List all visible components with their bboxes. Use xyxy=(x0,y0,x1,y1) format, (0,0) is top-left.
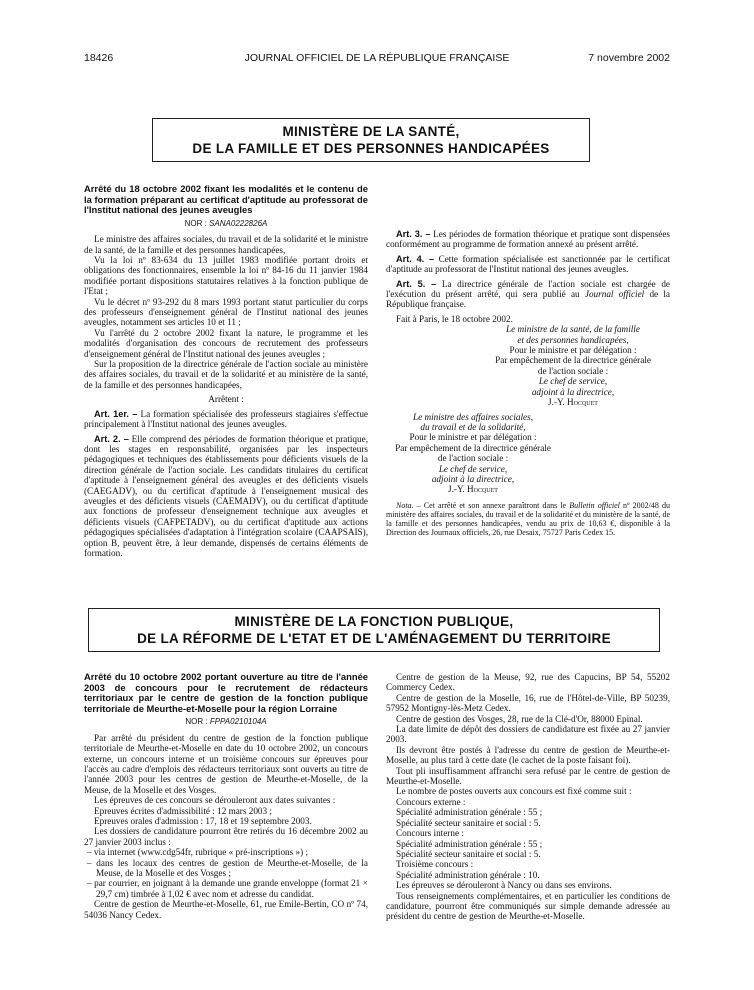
paragraph: Les dossiers de candidature pourront être retirés du 16 décembre 2002 au 27 janvier 2003 inclus : xyxy=(84,826,368,847)
article-2-right-column xyxy=(386,672,670,922)
signature-block-social-affairs: Le ministre des affaires sociales, du travail et de la solidarité, Pour le ministre et par délégation : Par empêchement de la directrice générale de l'action sociale : Le chef de service, adjoint à la directrice, J.-Y. Hocquet xyxy=(395,411,551,495)
nor-reference: NOR : SANA0222826A xyxy=(184,218,268,228)
signature-block-health: Le ministre de la santé, de la famille et des personnes handicapées, Pour le ministre et par délégation : Par empêchement de la directrice générale de l'action sociale : Le chef de service, adjoint à la directrice, J.-Y. Hocquet xyxy=(495,324,651,408)
article-1-right-column xyxy=(386,184,670,538)
signing-place-date: Fait à Paris, le 18 octobre 2002. xyxy=(396,313,513,324)
ministry-heading-civil-service xyxy=(88,608,660,652)
article-5: Art. 5. – La directrice générale de l'action sociale est chargée de l'exécution du présent arrêté, qui sera publié au Journal officiel de la République française. xyxy=(386,278,671,310)
withdrawal-methods-list xyxy=(84,847,368,899)
paragraph: Concours interne : xyxy=(396,828,464,839)
decree-title: Arrêté du 18 octobre 2002 fixant les modalités et le contenu de la formation préparant au certificat d'aptitude au professorat de l'Institut national des jeunes aveugles xyxy=(84,183,368,216)
paragraph: Centre de gestion de la Meuse, 92, rue des Capucins, BP 54, 55202 Commercy Cedex. xyxy=(386,672,670,693)
paragraph: Vu la loi nº 83-634 du 13 juillet 1983 modifiée portant droits et obligations des fonctionnaires, ensemble la loi nº 84-16 du 11 janvier 1984 modifiée portant dispositions statutaires relatives à la fonction publique de l'Etat ; xyxy=(84,255,368,297)
paragraph: Ils devront être postés à l'adresse du centre de gestion de Meurthe-et-Moselle, au plus tard à cette date (le cachet de la poste faisant foi). xyxy=(386,744,670,766)
article-2-left-column xyxy=(84,672,368,920)
paragraph: Les épreuves se dérouleront à Nancy ou dans ses environs. xyxy=(396,880,612,891)
paragraph: Tous renseignements complémentaires, et en particulier les conditions de candidature, pourront être communiqués sur simple demande adressée au président du centre de gestion de Meurthe-et-Moselle. xyxy=(386,890,670,922)
ministry-line-2: DE LA RÉFORME DE L'ETAT ET DE L'AMÉNAGEMENT DU TERRITOIRE xyxy=(137,631,611,646)
paragraph: Vu l'arrêté du 2 octobre 2002 fixant la nature, le programme et les modalités d'organisation des concours de recrutement des professeurs d'enseignement général de l'Institut national des jeunes aveugles ; xyxy=(84,327,368,359)
page-number: 18426 xyxy=(84,52,114,64)
arretent-heading: Arrêtent : xyxy=(208,394,244,405)
paragraph: Par arrêté du président du centre de gestion de la fonction publique territoriale de Meurthe-et-Moselle en date du 10 octobre 2002, un concours externe, un concours interne et un troisième concours sur épreuves pour l'accès au cadre d'emplois des rédacteurs territoriaux sont ouverts au titre de l'année 2003 pour les centres de gestion de Meurthe-et-Moselle, de la Meuse, de la Moselle et des Vosges. xyxy=(84,732,368,795)
paragraph: Spécialité secteur sanitaire et social : 5. xyxy=(396,817,541,828)
journal-title: JOURNAL OFFICIEL DE LA RÉPUBLIQUE FRANÇAISE xyxy=(244,52,510,64)
nota-note: Nota. – Cet arrêté et son annexe paraîtront dans le Bulletin officiel nº 2002/48 du ministère des affaires sociales, du travail et de la solidarité et du ministère de la santé, de la famille et des personnes handicapées, vendu au prix de 10,63 €, disponible à la Direction des Journaux officiels, 26, rue Desaix, 75727 Paris Cedex 15. xyxy=(386,500,670,538)
paragraph: Tout pli insuffisamment affranchi sera refusé par le centre de gestion de Meurthe-et-Moselle. xyxy=(386,765,670,787)
paragraph: Spécialité administration générale : 55 ; xyxy=(396,807,543,818)
paragraph: Sur la proposition de la directrice générale de l'action sociale au ministère des affaires sociales, du travail et de la solidarité et au ministère de la santé, de la famille et des personnes handicapées, xyxy=(84,359,368,390)
ministry-line-1: MINISTÈRE DE LA FONCTION PUBLIQUE, xyxy=(234,614,514,629)
paragraph: Concours externe : xyxy=(396,796,466,807)
paragraph: Spécialité secteur sanitaire et social : 5. xyxy=(396,848,541,859)
paragraph: Centre de gestion de Meurthe-et-Moselle, 61, rue Emile-Bertin, CO nº 74, 54036 Nancy Cedex. xyxy=(84,899,368,920)
decree-title: Arrêté du 10 octobre 2002 portant ouverture au titre de l'année 2003 de concours pour le recrutement de rédacteurs territoriaux par le centre de gestion de la fonction publique territoriale de Meurthe-et-Moselle pour la région Lorraine xyxy=(84,671,368,714)
paragraph: Spécialité administration générale : 55 ; xyxy=(396,838,543,849)
ministry-line-1: MINISTÈRE DE LA SANTÉ, xyxy=(282,124,460,139)
list-item: – par courrier, en joignant à la demande une grande enveloppe (format 21 × 29,7 cm) timbrée à 1,02 € avec nom et adresse du candidat. xyxy=(87,878,368,899)
paragraph: Epreuves écrites d'admissibilité : 12 mars 2003 ; xyxy=(94,805,272,816)
ministry-heading-health xyxy=(152,118,590,162)
paragraph: Spécialité administration générale : 10. xyxy=(396,869,540,880)
paragraph: Vu le décret nº 93-292 du 8 mars 1993 portant statut particulier du corps des professeurs d'enseignement général de l'Institut national des jeunes aveugles, notamment ses articles 10 et 11 ; xyxy=(84,296,368,328)
list-item: – via internet (www.cdg54fr, rubrique « pré-inscriptions ») ; xyxy=(87,847,309,858)
article-4: Art. 4. – Cette formation spécialisée est sanctionnée par le certificat d'aptitude au professorat de l'Institut national des jeunes aveugles. xyxy=(386,253,670,275)
paragraph: Centre de gestion de la Moselle, 16, rue de l'Hôtel-de-Ville, BP 50239, 57952 Montigny-lès-Metz Cedex. xyxy=(386,692,670,714)
paragraph: Les épreuves de ces concours se dérouleront aux dates suivantes : xyxy=(94,795,336,806)
article-3: Art. 3. – Les périodes de formation théorique et pratique sont dispensées conformément au programme de formation annexé au présent arrêté. xyxy=(386,229,670,250)
issue-date: 7 novembre 2002 xyxy=(588,52,670,64)
article-1-left-column xyxy=(84,184,368,558)
paragraph: Epreuves orales d'admission : 17, 18 et 19 septembre 2003. xyxy=(94,816,312,827)
paragraph: Le nombre de postes ouverts aux concours est fixé comme suit : xyxy=(396,786,632,797)
ministry-line-2: DE LA FAMILLE ET DES PERSONNES HANDICAPÉES xyxy=(192,141,550,156)
paragraph: La date limite de dépôt des dossiers de candidature est fixée au 27 janvier 2003. xyxy=(386,724,670,745)
paragraph: Troisième concours : xyxy=(396,859,474,870)
paragraph: Centre de gestion des Vosges, 28, rue de la Clé-d'Or, 88000 Epinal. xyxy=(396,713,643,724)
article-1: Art. 1er. – La formation spécialisée des professeurs stagiaires s'effectue principalement à l'Institut national des jeunes aveugles. xyxy=(84,408,368,430)
article-2: Art. 2. – Elle comprend des périodes de formation théorique et pratique, dont les stages en responsabilité, organisées par les inspecteurs pédagogiques et techniques des établissements pour déficients visuels de la direction générale de l'action sociale. Les candidats titulaires du certificat d'aptitude à l'enseignement général des aveugles et des déficients visuels (CAEGADV), ou du certificat d'aptitude à l'enseignement musical des aveugles et des déficients visuels (CAEMADV), ou du certificat d'aptitude aux fonctions de professeur d'enseignement technique aux aveugles et déficients visuels (CAFPETADV), ou du certificat d'aptitude aux actions pédagogiques spécialisées d'adaptation à l'intégration scolaire (CAAPSAIS), option B, peuvent être, à leur demande, dispensés de certains éléments de formation. xyxy=(84,433,368,558)
nor-reference: NOR : FPPA0210104A xyxy=(185,717,267,727)
paragraph: Le ministre des affaires sociales, du travail et de la solidarité et le ministre de la santé, de la famille et des personnes handicapées, xyxy=(84,234,368,255)
list-item: – dans les locaux des centres de gestion de Meurthe-et-Moselle, de la Meuse, de la Moselle et des Vosges ; xyxy=(87,857,368,879)
